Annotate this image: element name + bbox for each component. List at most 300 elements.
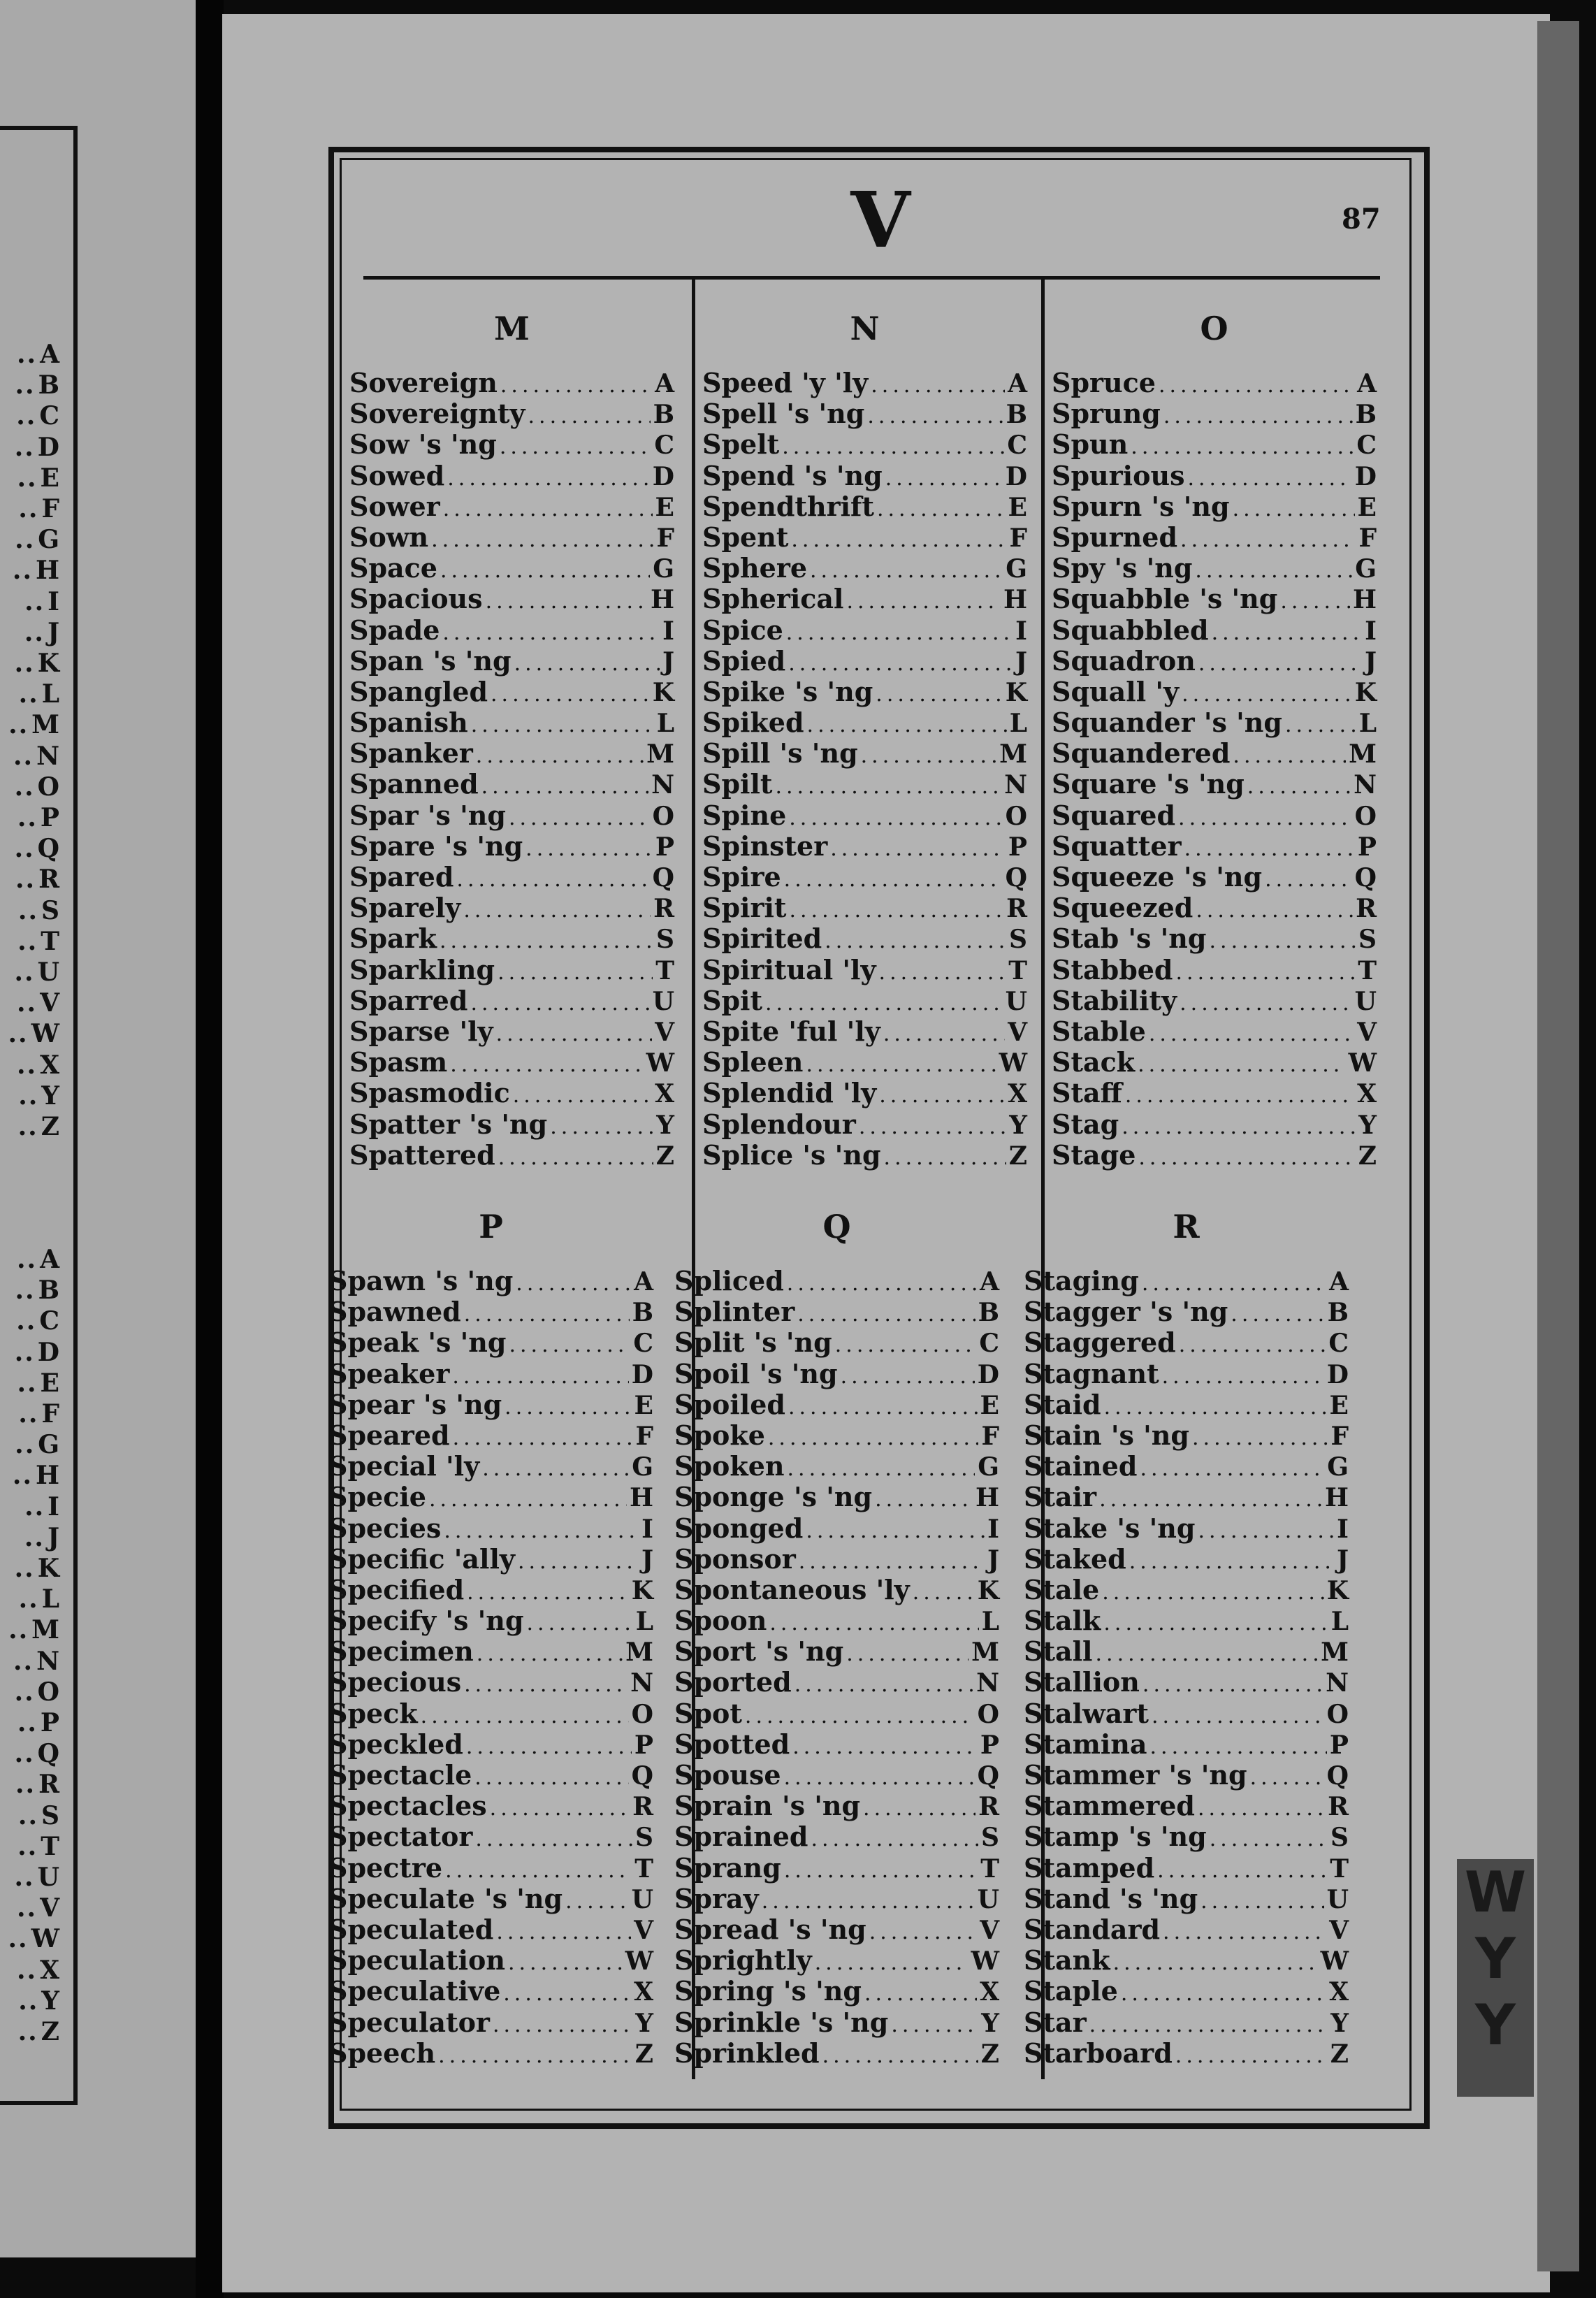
list-item: [702, 522, 1027, 553]
letter: Z: [41, 1112, 59, 1142]
leader-dots: [863, 1793, 975, 1824]
list-item: [702, 491, 1027, 522]
entry-word: Spliced: [674, 1265, 784, 1296]
entry-code-letter: M: [646, 739, 674, 769]
left-page-letter: [0, 1707, 59, 1738]
leader-dots: ..: [18, 1986, 39, 2016]
list-item: [674, 1667, 999, 1698]
letter: Q: [37, 1739, 59, 1769]
letter: V: [40, 1893, 59, 1923]
entry-code-letter: I: [1015, 616, 1027, 646]
entry-word: Specie: [328, 1481, 426, 1513]
entry-code-letter: W: [971, 1946, 999, 1977]
leader-dots: [1265, 865, 1352, 895]
leader-dots: ..: [17, 1708, 38, 1738]
entry-code-letter: V: [1329, 1915, 1349, 1945]
page-number: 87: [1342, 203, 1381, 236]
entry-code-letter: L: [656, 709, 674, 739]
list-item: [1024, 1853, 1349, 1884]
list-item: [702, 1078, 1027, 1108]
entry-word: Splendid 'ly: [702, 1077, 877, 1109]
entry-word: Spoke: [674, 1419, 765, 1451]
list-item: [702, 923, 1027, 954]
entry-code-letter: Z: [1330, 2039, 1349, 2069]
entry-word: Spanned: [349, 768, 479, 800]
leader-dots: ..: [18, 1081, 39, 1111]
entry-word: Star: [1024, 2006, 1087, 2038]
left-page-letter: [0, 988, 59, 1018]
entry-word: Spurn 's 'ng: [1052, 490, 1230, 522]
list-item: [1052, 893, 1377, 923]
list-item: [674, 1544, 999, 1575]
entry-word: Spawn 's 'ng: [328, 1265, 514, 1296]
left-page-letter: [0, 1893, 59, 1923]
left-page-letter: [0, 1429, 59, 1460]
left-page-letter: [0, 1986, 59, 2016]
code-block-n: [702, 308, 1027, 1171]
list-item: [349, 1016, 674, 1047]
entry-code-letter: U: [652, 986, 674, 1016]
letter: E: [40, 463, 59, 493]
code-block-o: [1052, 308, 1377, 1171]
entry-code-letter: J: [662, 646, 674, 677]
left-page-letter: [0, 1491, 59, 1522]
list-item: [349, 955, 674, 985]
entry-code-letter: N: [976, 1668, 999, 1698]
leader-dots: [1152, 1701, 1324, 1732]
entry-word: Sovereign: [349, 367, 498, 398]
left-page-letter: [0, 1306, 59, 1336]
entry-code-letter: O: [631, 1699, 653, 1729]
entry-code-letter: I: [987, 1514, 999, 1544]
list-item: [702, 1016, 1027, 1047]
leader-dots: [481, 772, 648, 802]
left-page-letter: [0, 1018, 59, 1049]
leader-dots: ..: [17, 926, 38, 956]
list-item: [674, 1884, 999, 1914]
left-page-letter: [0, 1677, 59, 1707]
entry-code-letter: V: [1357, 1017, 1377, 1047]
leader-dots: ..: [24, 586, 45, 616]
leader-dots: [1184, 834, 1355, 865]
list-item: [1024, 1482, 1349, 1512]
letter: A: [40, 1245, 59, 1274]
letter: R: [38, 1770, 59, 1800]
entry-code-letter: U: [1005, 986, 1027, 1016]
leader-dots: ..: [17, 895, 38, 925]
left-page-letter: [0, 1769, 59, 1800]
entry-word: Staff: [1052, 1077, 1122, 1109]
leader-dots: [861, 741, 997, 772]
leader-dots: [475, 1824, 632, 1855]
entry-word: Spattered: [349, 1139, 495, 1171]
letter: W: [31, 1019, 59, 1049]
letter: Y: [41, 1986, 59, 2016]
leader-dots: [498, 1143, 653, 1173]
leader-dots: ..: [17, 1831, 38, 1861]
leader-dots: [784, 1856, 978, 1886]
entry-word: Spotted: [674, 1728, 790, 1760]
leader-dots: [1104, 1392, 1327, 1423]
leader-dots: [1099, 1484, 1322, 1515]
entry-word: Spite 'ful 'ly: [702, 1015, 880, 1047]
leader-dots: [431, 525, 653, 556]
entry-code-letter: U: [977, 1884, 999, 1914]
letter: T: [41, 1831, 59, 1861]
entry-code-letter: C: [979, 1329, 999, 1359]
entry-code-letter: I: [1365, 616, 1377, 646]
leader-dots: ..: [8, 710, 29, 740]
thumb-tab-letter: Y: [1475, 1926, 1516, 1991]
leader-dots: ..: [16, 401, 37, 431]
entry-word: Spasmodic: [349, 1077, 510, 1109]
entry-word: Spine: [702, 799, 787, 831]
leader-dots: [516, 1269, 631, 1299]
entry-code-letter: G: [1006, 554, 1027, 584]
letter: I: [48, 586, 59, 616]
list-item: [674, 2007, 999, 2038]
entry-code-letter: Q: [1354, 863, 1377, 893]
entry-word: Stagnant: [1024, 1357, 1159, 1389]
leader-dots: [467, 1577, 629, 1608]
leader-dots: [496, 1917, 631, 1948]
entry-code-letter: H: [1324, 1483, 1349, 1513]
leader-dots: [1187, 463, 1351, 494]
list-item: [349, 985, 674, 1016]
entry-code-letter: K: [1354, 677, 1377, 707]
letter: F: [41, 494, 59, 524]
list-item: [1024, 1575, 1349, 1605]
leader-dots: [792, 1732, 978, 1763]
left-page-letter: [0, 370, 59, 400]
leader-dots: [500, 370, 652, 401]
leader-dots: [1176, 957, 1356, 988]
entry-code-letter: K: [1005, 677, 1027, 707]
list-item: [702, 769, 1027, 800]
entry-word: Sported: [674, 1666, 792, 1698]
leader-dots: [1196, 895, 1353, 926]
entry-word: Spring 's 'ng: [674, 1975, 862, 2007]
list-item: [1052, 615, 1377, 646]
entry-word: Special 'ly: [328, 1450, 480, 1482]
list-item: [1052, 1140, 1377, 1171]
entry-word: Stamina: [1024, 1728, 1147, 1760]
entry-word: Spoil 's 'ng: [674, 1357, 838, 1389]
entry-code-letter: Q: [652, 863, 674, 893]
leader-dots: [1210, 1824, 1328, 1855]
leader-dots: [421, 1701, 629, 1732]
entry-word: Spire: [702, 861, 781, 893]
entry-code-letter: S: [635, 1823, 653, 1853]
entry-word: Sponged: [674, 1512, 804, 1544]
list-item: [349, 615, 674, 646]
entry-word: Speculation: [328, 1944, 505, 1977]
entry-word: Stage: [1052, 1139, 1136, 1171]
left-page-edge: [0, 0, 196, 2257]
leader-dots: [787, 1269, 977, 1299]
entry-code-letter: J: [1364, 646, 1377, 677]
entry-word: Splendour: [702, 1108, 856, 1140]
leader-dots: [788, 1454, 975, 1484]
entry-code-letter: A: [634, 1267, 653, 1296]
leader-dots: [565, 1886, 629, 1917]
letter: X: [40, 1050, 59, 1080]
leader-dots: ..: [16, 1245, 38, 1274]
left-page-letter: [0, 957, 59, 988]
left-page-letter: [0, 339, 59, 370]
leader-dots: [440, 556, 650, 586]
entry-word: Squabbled: [1052, 614, 1209, 646]
entry-word: Speculate 's 'ng: [328, 1882, 563, 1914]
leader-dots: [450, 1050, 643, 1081]
list-item: [328, 1945, 653, 1976]
entry-code-letter: L: [1358, 709, 1377, 739]
leader-dots: [466, 1732, 632, 1763]
leader-dots: [496, 1019, 652, 1050]
entry-code-letter: W: [1348, 1048, 1377, 1078]
block-heading: R: [1173, 1208, 1200, 1245]
entry-code-letter: B: [1006, 400, 1027, 430]
list-item: [328, 2007, 653, 2038]
entry-word: Specious: [328, 1666, 462, 1698]
leader-dots: [1178, 803, 1352, 834]
entry-word: Staple: [1024, 1975, 1118, 2007]
entry-word: Spurious: [1052, 459, 1185, 491]
list-item: [328, 1389, 653, 1420]
entry-code-letter: W: [999, 1048, 1027, 1078]
leader-dots: [518, 1547, 639, 1577]
list-item: [349, 738, 674, 769]
entry-code-letter: D: [977, 1359, 999, 1389]
leader-dots: ..: [13, 741, 34, 771]
letter: O: [37, 1677, 59, 1707]
list-item: [674, 1266, 999, 1296]
list-item: [1052, 584, 1377, 614]
leader-dots: [788, 1392, 978, 1423]
leader-dots: [879, 1081, 1005, 1111]
block-heading: M: [494, 310, 530, 347]
entry-word: Spoon: [674, 1605, 767, 1637]
leader-dots: ..: [14, 432, 35, 462]
entry-code-letter: J: [1336, 1545, 1349, 1575]
entry-code-letter: U: [1326, 1884, 1349, 1914]
entry-code-letter: H: [1352, 585, 1377, 615]
entry-word: Specify 's 'ng: [328, 1605, 524, 1637]
entry-word: Squeeze 's 'ng: [1052, 861, 1263, 893]
entry-word: Squall 'y: [1052, 675, 1180, 707]
entry-word: Spontaneous 'ly: [674, 1573, 910, 1605]
list-item: [674, 1605, 999, 1636]
list-item: [349, 769, 674, 800]
entry-word: Spray: [674, 1882, 759, 1914]
entry-code-letter: K: [652, 677, 674, 707]
list-item: [674, 1575, 999, 1605]
section-letter: V: [850, 175, 911, 265]
leader-dots: [486, 586, 648, 617]
list-item: [674, 1359, 999, 1389]
entry-code-letter: G: [1355, 554, 1377, 584]
entry-word: Species: [328, 1512, 442, 1544]
left-page-letter: [0, 1800, 59, 1831]
letter: U: [37, 957, 59, 988]
entry-code-letter: R: [653, 894, 674, 924]
leader-dots: ..: [17, 1368, 38, 1398]
entry-code-letter: E: [1008, 492, 1027, 522]
entry-word: Stability: [1052, 984, 1177, 1016]
list-item: [349, 461, 674, 491]
list-item: [1052, 769, 1377, 800]
entry-code-letter: Y: [635, 2008, 653, 2038]
list-item: [1024, 1327, 1349, 1358]
leader-dots: [1250, 1763, 1324, 1793]
leader-dots: ..: [18, 1584, 39, 1614]
leader-dots: ..: [24, 1522, 45, 1552]
entry-word: Speaker: [328, 1357, 450, 1389]
entry-word: Speculator: [328, 2006, 490, 2038]
entry-word: Spread 's 'ng: [674, 1913, 866, 1945]
leader-dots: [528, 401, 651, 432]
leader-dots: [438, 2041, 632, 2072]
entry-code-letter: E: [1357, 492, 1377, 522]
entry-word: Speculative: [328, 1975, 501, 2007]
left-page-letter: [0, 1337, 59, 1368]
list-item: [349, 522, 674, 553]
entry-word: Spruce: [1052, 367, 1156, 398]
list-item: [674, 2038, 999, 2069]
entry-word: Span 's 'ng: [349, 644, 512, 677]
left-page-letter: [0, 400, 59, 431]
entry-word: Stammer 's 'ng: [1024, 1759, 1247, 1791]
entry-word: Spiritual 'ly: [702, 953, 876, 985]
list-item: [702, 738, 1027, 769]
entry-word: Squadron: [1052, 644, 1196, 677]
entry-code-letter: C: [654, 431, 674, 461]
left-page-letter: [0, 864, 59, 895]
left-page-letter: [0, 2016, 59, 2047]
leader-dots: ..: [15, 525, 36, 555]
thumb-tab-letter: W: [1464, 1860, 1527, 1925]
entry-word: Spice: [702, 614, 783, 646]
leader-dots: [491, 679, 650, 710]
letter: B: [38, 370, 59, 400]
leader-dots: [1159, 370, 1354, 401]
entry-word: Split 's 'ng: [674, 1327, 832, 1359]
entry-code-letter: R: [632, 1792, 653, 1822]
entry-code-letter: A: [655, 369, 674, 398]
leader-dots: ..: [24, 1491, 45, 1522]
entry-code-letter: I: [1337, 1514, 1349, 1544]
leader-dots: ..: [15, 1770, 36, 1800]
list-item: [1024, 1729, 1349, 1760]
left-page-letter: [0, 1050, 59, 1081]
leader-dots: [1280, 586, 1350, 617]
entry-code-letter: H: [629, 1483, 653, 1513]
list-item: [349, 831, 674, 862]
list-item: [1024, 2007, 1349, 2038]
leader-dots: [789, 803, 1002, 834]
entry-word: Stammered: [1024, 1790, 1195, 1822]
leader-dots: [762, 1886, 975, 1917]
left-page-letter: [0, 1553, 59, 1584]
list-item: [1052, 985, 1377, 1016]
entry-code-letter: R: [1328, 1792, 1349, 1822]
leader-dots: ..: [14, 772, 35, 802]
entry-code-letter: E: [634, 1390, 653, 1420]
entry-word: Spherical: [702, 583, 844, 615]
letter: D: [37, 1337, 59, 1367]
left-page-letter: [0, 493, 59, 524]
entry-code-letter: K: [977, 1575, 999, 1605]
entry-code-letter: A: [1329, 1267, 1349, 1296]
list-item: [349, 429, 674, 460]
leader-dots: [1162, 1361, 1324, 1392]
list-item: [1052, 522, 1377, 553]
entry-word: Spectator: [328, 1821, 473, 1853]
entry-code-letter: O: [652, 801, 674, 831]
leader-dots: [775, 772, 1001, 802]
list-item: [349, 862, 674, 893]
list-item: [328, 1698, 653, 1729]
list-item: [328, 1884, 653, 1914]
leader-dots: [1150, 1732, 1327, 1763]
entry-word: Spasm: [349, 1046, 448, 1078]
leader-dots: [782, 432, 1004, 463]
entry-word: Sponge 's 'ng: [674, 1481, 873, 1513]
entry-word: Spirit: [702, 892, 787, 924]
letter: N: [36, 741, 59, 771]
entry-word: Spare 's 'ng: [349, 830, 523, 862]
leader-dots: [1122, 1112, 1356, 1143]
left-page-letter: [0, 1738, 59, 1769]
list-item: [1024, 1544, 1349, 1575]
list-item: [1024, 1884, 1349, 1914]
letter: F: [41, 1399, 59, 1429]
entry-code-letter: P: [1008, 832, 1027, 862]
entry-word: Stable: [1052, 1015, 1146, 1047]
entry-word: Stall: [1024, 1635, 1093, 1668]
left-page-letter: [0, 1862, 59, 1893]
letter: L: [41, 1584, 59, 1614]
entry-code-letter: L: [1330, 1607, 1349, 1637]
entry-word: Squabble 's 'ng: [1052, 583, 1278, 615]
letter: J: [47, 1522, 59, 1552]
entry-code-letter: T: [655, 955, 674, 985]
list-item: [674, 1327, 999, 1358]
list-item: [674, 1821, 999, 1852]
leader-dots: [493, 2010, 632, 2041]
list-item: [674, 1853, 999, 1884]
left-page-letter: [0, 1399, 59, 1429]
letter: C: [39, 401, 59, 431]
entry-code-letter: X: [634, 1977, 653, 2007]
leader-dots: [822, 2041, 978, 2072]
entry-code-letter: F: [1009, 523, 1027, 553]
leader-dots: [513, 1081, 652, 1111]
list-item: [1052, 955, 1377, 985]
entry-code-letter: B: [978, 1298, 999, 1328]
leader-dots: [527, 1608, 633, 1639]
leader-dots: [807, 710, 1007, 741]
leader-dots: [470, 988, 649, 1019]
entry-code-letter: N: [1354, 770, 1377, 800]
leader-dots: [745, 1701, 975, 1732]
leader-dots: ..: [15, 1430, 36, 1460]
entry-code-letter: F: [1330, 1421, 1349, 1451]
entry-word: Spun: [1052, 428, 1129, 461]
entry-code-letter: P: [1357, 832, 1377, 862]
entry-code-letter: I: [641, 1514, 653, 1544]
leader-dots: [1113, 1948, 1318, 1979]
